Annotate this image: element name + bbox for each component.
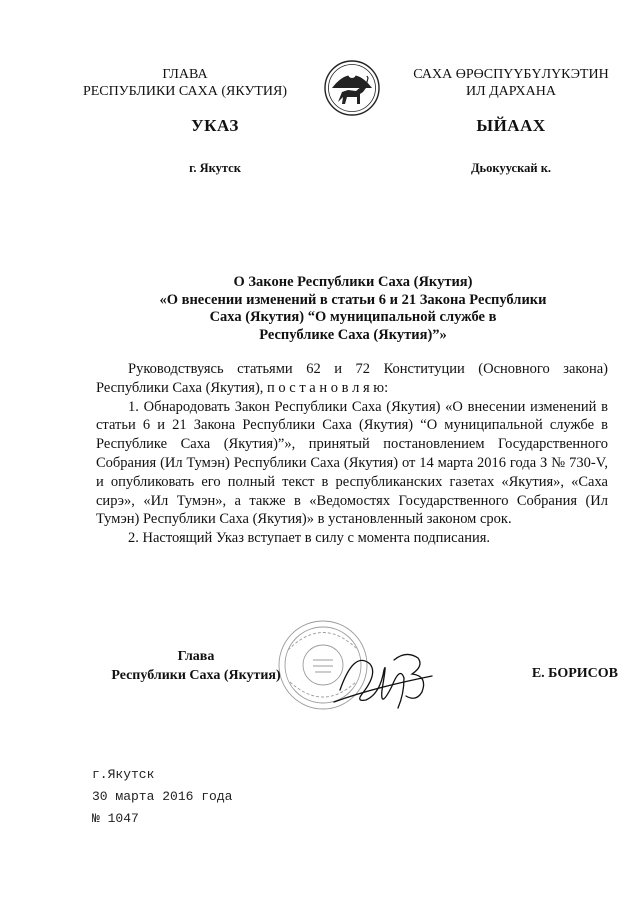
- header-right-line1: САХА ӨРӨСПҮҮБҮЛҮКЭТИН: [413, 67, 609, 82]
- footer-date: 30 марта 2016 года: [92, 789, 233, 804]
- preamble: Руководствуясь статьями 62 и 72 Конституции (Основного закона) Республики Саха (Якутия), п о с т а н о в л я ю:: [96, 361, 608, 396]
- header-left-line1: ГЛАВА: [162, 67, 208, 82]
- doc-type-ru: УКАЗ: [191, 116, 239, 135]
- document-title: [96, 274, 610, 344]
- header-left-block: [80, 66, 290, 100]
- signer-name: Е. БОРИСОВ: [531, 666, 618, 681]
- handwritten-signature: [332, 630, 442, 720]
- footer-city: г.Якутск: [92, 767, 155, 782]
- title-line: Республике Саха (Якутия)”»: [259, 326, 447, 343]
- registration-footer: [92, 764, 232, 830]
- document-body: [96, 360, 608, 548]
- signer-position-line2: Республики Саха (Якутия): [111, 668, 281, 683]
- city-sah: Дьокуускай к.: [470, 161, 552, 175]
- city-ru: г. Якутск: [189, 161, 241, 175]
- header-left-line2: РЕСПУБЛИКИ САХА (ЯКУТИЯ): [82, 84, 288, 99]
- signer-position-line1: Глава: [177, 649, 215, 664]
- title-line: О Законе Республики Саха (Якутия): [233, 274, 473, 290]
- title-line: «О внесении изменений в статьи 6 и 21 Закона Республики: [159, 291, 547, 308]
- decree-item-2: 2. Настоящий Указ вступает в силу с момента подписания.: [128, 530, 491, 547]
- signer-position: [96, 647, 296, 685]
- title-line: Саха (Якутия) “О муниципальной службе в: [209, 309, 497, 325]
- header-right-block: [398, 66, 624, 100]
- coat-of-arms-emblem: [322, 58, 382, 118]
- doc-type-sah: ЫЙААХ: [476, 116, 546, 135]
- decree-item-1: 1. Обнародовать Закон Республики Саха (Якутия) «О внесении изменений в статьи 6 и 21 Закона Республики Саха (Якутия) “О муниципальной службе в Республике Саха (Якутия)”», принятый постановлением Государственного Собрания (Ил Тумэн) Республики Саха (Якутия) от 14 марта 2016 года З № 730-V, и опубликовать его полный текст в республиканских газетах «Якутия», «Саха сирэ», «Ил Тумэн», а также в «Ведомостях Государственного Собрания (Ил Тумэн) Республики Саха (Якутия)» в установленный законом срок.: [96, 398, 608, 528]
- footer-number: № 1047: [92, 811, 139, 826]
- header-right-line2: ИЛ ДАРХАНА: [465, 84, 556, 99]
